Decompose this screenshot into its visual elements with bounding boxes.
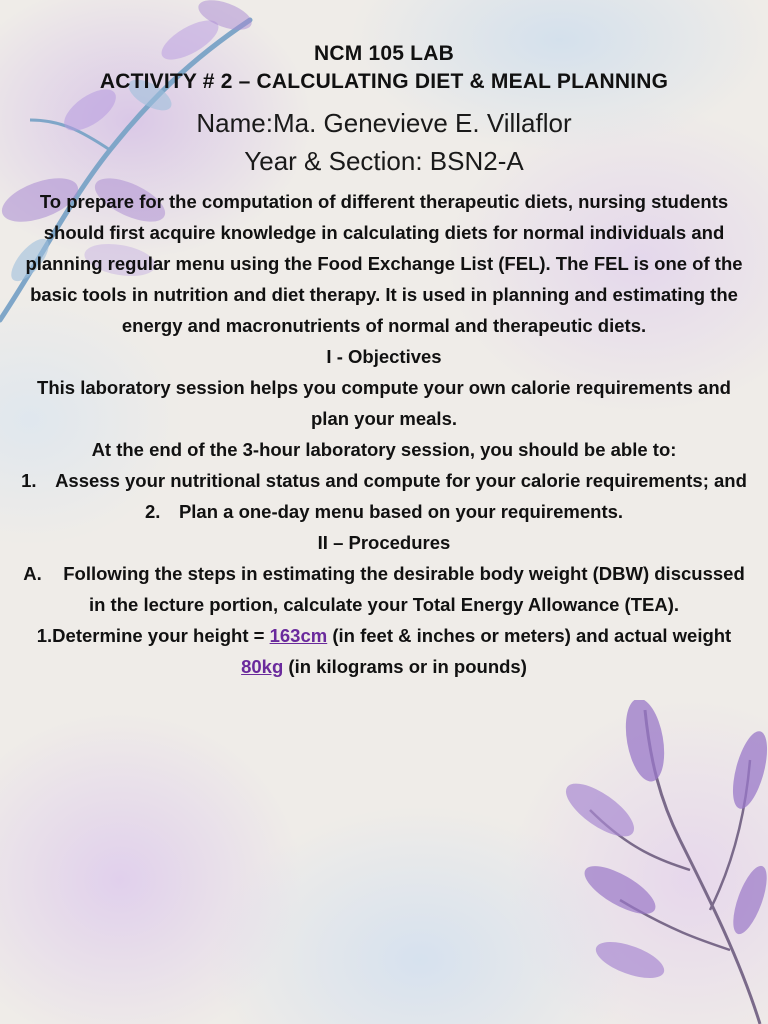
student-name: Name:Ma. Genevieve E. Villaflor — [196, 108, 572, 138]
intro-paragraph: To prepare for the computation of different therapeutic diets, nursing students should first acquire knowledge in calculating diets for normal individuals and planning regular menu using the Food Exchange List (FEL). The FEL is one of the basic tools in nutrition and diet therapy. It is used in planning and estimating the energy and macronutrients of normal and therapeutic diets. — [25, 191, 743, 336]
objective-item-2-number: 2. — [144, 501, 161, 522]
procedure-step-1-suffix: (in kilograms or in pounds) — [283, 656, 527, 677]
objective-item-1-text: Assess your nutritional status and compute for your calorie requirements; and — [55, 470, 747, 491]
year-section: Year & Section: BSN2-A — [244, 146, 524, 176]
procedure-step-a-text: Following the steps in estimating the desirable body weight (DBW) discussed in the lecture portion, calculate your Total Energy Allowance (TEA). — [63, 563, 745, 615]
leaf-branch-decoration-bottom-right — [560, 700, 768, 1024]
objective-item-2 — [20, 496, 748, 527]
objective-item-1-number: 1. — [21, 470, 37, 491]
procedure-step-a — [20, 558, 748, 620]
weight-value: 80kg — [241, 656, 284, 677]
document-page — [20, 40, 748, 682]
objectives-paragraph-1: This laboratory session helps you compute your own calorie requirements and plan your meals. — [37, 377, 731, 429]
student-info — [20, 104, 748, 180]
objective-item-2-text: Plan a one-day menu based on your requirements. — [178, 501, 624, 522]
procedure-step-1-mid: (in feet & inches or meters) and actual weight — [327, 625, 732, 646]
course-title: NCM 105 LAB — [314, 42, 454, 65]
procedures-heading: II – Procedures — [317, 532, 451, 553]
procedure-step-1 — [20, 620, 748, 682]
procedure-step-a-number: A. — [23, 563, 42, 584]
height-value: 163cm — [269, 625, 328, 646]
procedure-step-1-prefix: 1.Determine your height = — [36, 625, 270, 646]
objectives-heading: I - Objectives — [326, 346, 442, 367]
objectives-paragraph-2: At the end of the 3-hour laboratory session, you should be able to: — [91, 439, 677, 460]
objective-item-1 — [20, 465, 748, 496]
activity-title: ACTIVITY # 2 – CALCULATING DIET & MEAL PLANNING — [99, 70, 669, 93]
